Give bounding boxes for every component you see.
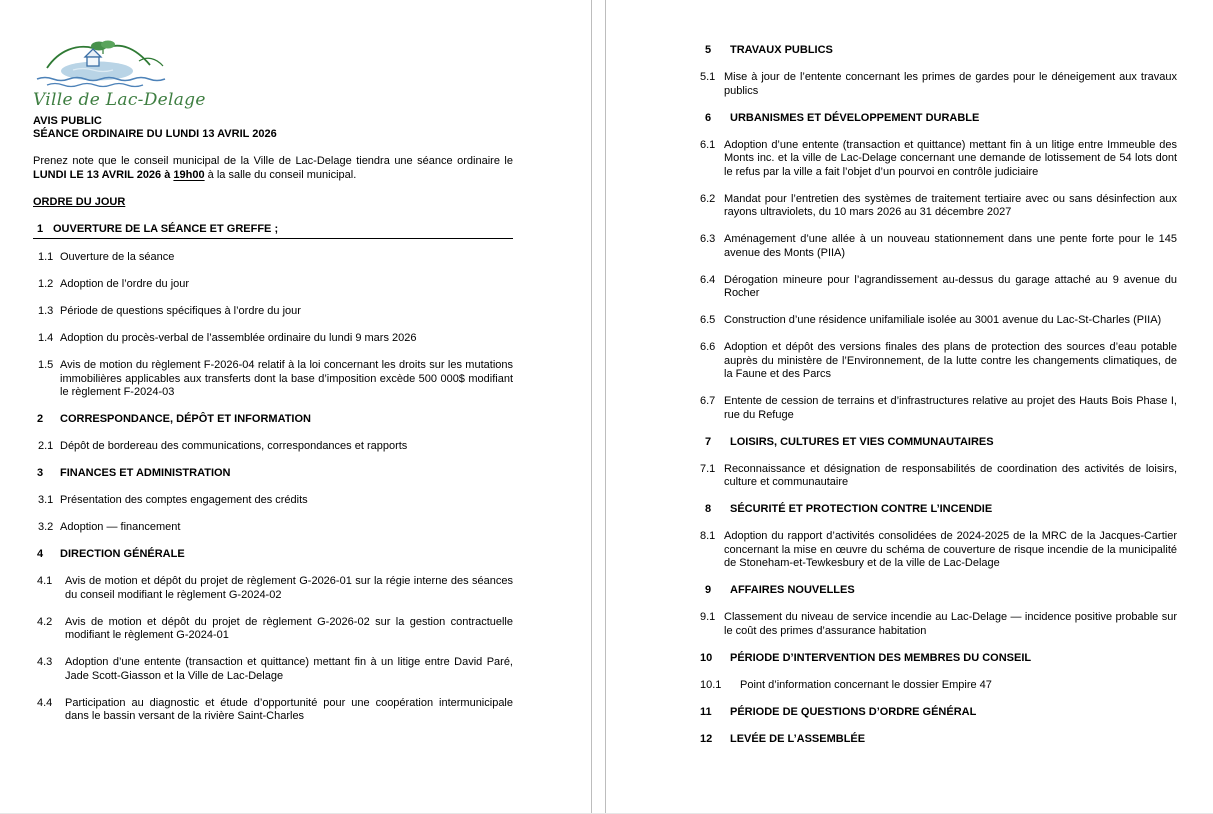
- agenda-item-10-1: [700, 679, 1177, 693]
- section-title: PÉRIODE D’INTERVENTION DES MEMBRES DU CONSEIL: [730, 651, 1032, 664]
- section-title: SÉCURITÉ ET PROTECTION CONTRE L’INCENDIE: [730, 503, 993, 515]
- item-text: Adoption — financement: [60, 521, 181, 533]
- agenda-title-row: [33, 196, 513, 210]
- agenda-item-6-6: [700, 341, 1177, 382]
- agenda-item-6-7: [700, 395, 1177, 422]
- item-number: 1.5: [38, 359, 54, 371]
- intro-text-2: à la salle du conseil municipal.: [204, 168, 357, 181]
- section-heading-11: [700, 706, 1177, 720]
- lac-delage-logo-icon: [33, 40, 166, 88]
- logo-wordmark: Ville de Lac-Delage: [33, 89, 206, 110]
- item-number: 2.1: [38, 440, 54, 452]
- item-number: 4.1: [37, 575, 53, 587]
- item-text: Classement du niveau de service incendie au Lac-Delage — incidence positive probable sur le coût des primes d’assurance habitation: [724, 611, 1177, 637]
- item-number: 6.4: [700, 273, 716, 286]
- item-number: 1.1: [38, 251, 54, 263]
- item-number: 5.1: [700, 71, 716, 83]
- agenda-item-1-5: [33, 359, 513, 400]
- item-text: Ouverture de la séance: [60, 251, 175, 263]
- agenda-item-1-3: [33, 305, 513, 319]
- item-number: 4.3: [37, 656, 53, 668]
- seance-title: SÉANCE ORDINAIRE DU LUNDI 13 AVRIL 2026: [33, 128, 277, 140]
- agenda-item-7-1: [700, 463, 1177, 490]
- section-heading-7: [700, 436, 1177, 450]
- section-heading-4: [33, 548, 513, 562]
- page-1: [0, 0, 592, 813]
- item-number: 8.1: [700, 530, 716, 542]
- section-heading-10: [700, 652, 1177, 666]
- section-number: 9: [705, 584, 712, 596]
- section-title: DIRECTION GÉNÉRALE: [60, 548, 185, 560]
- item-text: Adoption et dépôt des versions finales des plans de protection des sources d’eau potable auprès du ministère de l’Environnement, de la lutte contre les changements climatiques, de la Faune et des Parcs: [724, 341, 1177, 380]
- agenda-item-6-4: [700, 274, 1177, 301]
- section-title: LEVÉE DE L’ASSEMBLÉE: [730, 732, 866, 745]
- item-number: 3.2: [38, 521, 54, 533]
- agenda-item-6-2: [700, 193, 1177, 220]
- section-heading-5: [700, 44, 1177, 58]
- item-text: Avis de motion et dépôt du projet de règlement G-2026-01 sur la régie interne des séances du conseil modifiant le règlement G-2024-02: [65, 575, 513, 601]
- item-number: 9.1: [700, 611, 716, 623]
- section-title: PÉRIODE DE QUESTIONS D’ORDRE GÉNÉRAL: [730, 705, 977, 718]
- item-text: Entente de cession de terrains et d’infrastructures relative au projet des Hauts Bois Phase I, rue du Refuge: [724, 395, 1177, 421]
- item-text: Adoption du procès-verbal de l’assemblée ordinaire du lundi 9 mars 2026: [60, 332, 417, 344]
- item-text: Aménagement d’une allée à un nouveau stationnement dans une pente forte pour le 145 avenue des Monts (PIIA): [724, 233, 1177, 259]
- item-number: 6.1: [700, 138, 716, 151]
- agenda-item-5-1: [700, 71, 1177, 98]
- section-number: 12: [700, 732, 713, 745]
- section-heading-6: [700, 112, 1177, 126]
- section-heading-2: [33, 413, 513, 427]
- item-text: Mandat pour l’entretien des systèmes de traitement tertiaire avec ou sans désinfection aux rayons ultraviolets, du 10 mars 2026 au 31 décembre 2027: [724, 192, 1177, 218]
- page-2: [605, 0, 1213, 813]
- item-number: 4.4: [37, 696, 53, 709]
- section-number: 7: [705, 435, 712, 448]
- section-number: 5: [705, 44, 712, 56]
- section-number: 11: [700, 705, 712, 718]
- city-logo: [33, 40, 206, 110]
- agenda-item-1-2: [33, 278, 513, 292]
- section-title: AFFAIRES NOUVELLES: [730, 584, 855, 596]
- agenda-item-6-3: [700, 233, 1177, 260]
- item-number: 3.1: [38, 494, 54, 506]
- item-text: Adoption du rapport d’activités consolidées de 2024-2025 de la MRC de la Jacques-Cartier concernant la mise en œuvre du schéma de couverture de risque incendie de la municipalité de Stoneham-et-Tewkesbury et de la ville de Lac-Delage: [724, 530, 1177, 569]
- section-heading-12: [700, 733, 1177, 747]
- item-text: Adoption d’une entente (transaction et quittance) mettant fin à un litige entre David Paré, Jade Scott-Giasson et la Ville de Lac-Delage: [65, 656, 513, 682]
- item-number: 6.2: [700, 192, 716, 205]
- section-heading-9: [700, 584, 1177, 598]
- section-title: CORRESPONDANCE, DÉPÔT ET INFORMATION: [60, 413, 311, 425]
- item-text: Adoption d’une entente (transaction et quittance) mettant fin à un litige entre Immeuble des Monts inc. et la ville de Lac-Delage concernant une demande de lotissement de 54 lots dont le refus par la ville a fait l’objet d’un pourvoi en contrôle judiciaire: [724, 138, 1177, 178]
- section-heading-8: [700, 503, 1177, 517]
- section-number: 6: [705, 111, 712, 124]
- item-number: 6.3: [700, 233, 716, 245]
- agenda-item-4-3: [33, 656, 513, 683]
- section-number: 8: [705, 503, 712, 515]
- intro-time: 19h00: [173, 168, 205, 181]
- intro-text-1: Prenez note que le conseil municipal de la Ville de Lac-Delage tiendra une séance ordinaire le: [33, 155, 513, 167]
- agenda-item-6-5: [700, 314, 1177, 328]
- item-text: Avis de motion du règlement F-2026-04 relatif à la loi concernant les droits sur les mutations immobilières applicables aux transferts dont la base d’imposition excède 500 000$ modifiant le règlement F-2024-03: [60, 359, 513, 398]
- section-title: FINANCES ET ADMINISTRATION: [60, 467, 231, 479]
- agenda-item-6-1: [700, 139, 1177, 180]
- item-text: Dérogation mineure pour l’agrandissement au-dessus du garage attaché au 9 avenue du Rocher: [724, 273, 1177, 299]
- agenda-item-1-1: [33, 251, 513, 265]
- section-heading-1: [33, 223, 513, 240]
- agenda-title: ORDRE DU JOUR: [33, 195, 126, 208]
- item-number: 6.6: [700, 341, 716, 353]
- item-text: Avis de motion et dépôt du projet de règlement G-2026-02 sur la gestion contractuelle modifiant le règlement G-2024-01: [65, 615, 513, 641]
- agenda-item-3-1: [33, 494, 513, 508]
- item-text: Dépôt de bordereau des communications, correspondances et rapports: [60, 440, 408, 452]
- section-title: URBANISMES ET DÉVELOPPEMENT DURABLE: [730, 111, 980, 124]
- item-number: 1.2: [38, 278, 54, 290]
- section-number: 1: [37, 222, 44, 235]
- agenda-item-4-1: [33, 575, 513, 602]
- section-heading-3: [33, 467, 513, 481]
- item-text: Mise à jour de l’entente concernant les primes de gardes pour le déneigement aux travaux publics: [724, 71, 1177, 97]
- avis-public-label: AVIS PUBLIC: [33, 114, 102, 127]
- item-text: Période de questions spécifiques à l’ordre du jour: [60, 305, 301, 317]
- item-text: Participation au diagnostic et étude d’opportunité pour une coopération intermunicipale dans le bassin versant de la rivière Saint-Charles: [65, 696, 513, 722]
- item-text: Adoption de l’ordre du jour: [60, 278, 190, 290]
- agenda-item-4-4: [33, 697, 513, 724]
- item-text: Point d’information concernant le dossier Empire 47: [740, 678, 992, 691]
- page-gutter: [592, 0, 605, 813]
- agenda-item-4-2: [33, 616, 513, 643]
- agenda-item-8-1: [700, 530, 1177, 571]
- item-number: 7.1: [700, 462, 716, 475]
- item-text: Construction d’une résidence unifamiliale isolée au 3001 avenue du Lac-St-Charles (PIIA): [724, 314, 1162, 326]
- item-number: 6.5: [700, 314, 716, 326]
- item-text: Reconnaissance et désignation de responsabilités de coordination des activités de loisirs, culture et communautaire: [724, 462, 1177, 488]
- section-number: 2: [37, 413, 44, 425]
- item-number: 10.1: [700, 678, 722, 691]
- section-number: 10: [700, 651, 713, 664]
- agenda-item-1-4: [33, 332, 513, 346]
- section-title: OUVERTURE DE LA SÉANCE ET GREFFE ;: [53, 222, 279, 235]
- agenda-item-3-2: [33, 521, 513, 535]
- agenda-item-2-1: [33, 440, 513, 454]
- intro-date: LUNDI LE 13 AVRIL 2026 à: [33, 168, 174, 181]
- section-number: 4: [37, 548, 44, 560]
- section-number: 3: [37, 467, 44, 479]
- agenda-item-9-1: [700, 611, 1177, 638]
- item-number: 4.2: [37, 615, 53, 628]
- item-number: 6.7: [700, 395, 716, 407]
- section-title: LOISIRS, CULTURES ET VIES COMMUNAUTAIRES: [730, 435, 994, 448]
- intro-paragraph: [33, 155, 513, 182]
- section-title: TRAVAUX PUBLICS: [730, 44, 833, 56]
- item-number: 1.3: [38, 305, 54, 317]
- item-number: 1.4: [38, 332, 54, 344]
- item-text: Présentation des comptes engagement des crédits: [60, 494, 308, 506]
- notice-header: [33, 115, 513, 142]
